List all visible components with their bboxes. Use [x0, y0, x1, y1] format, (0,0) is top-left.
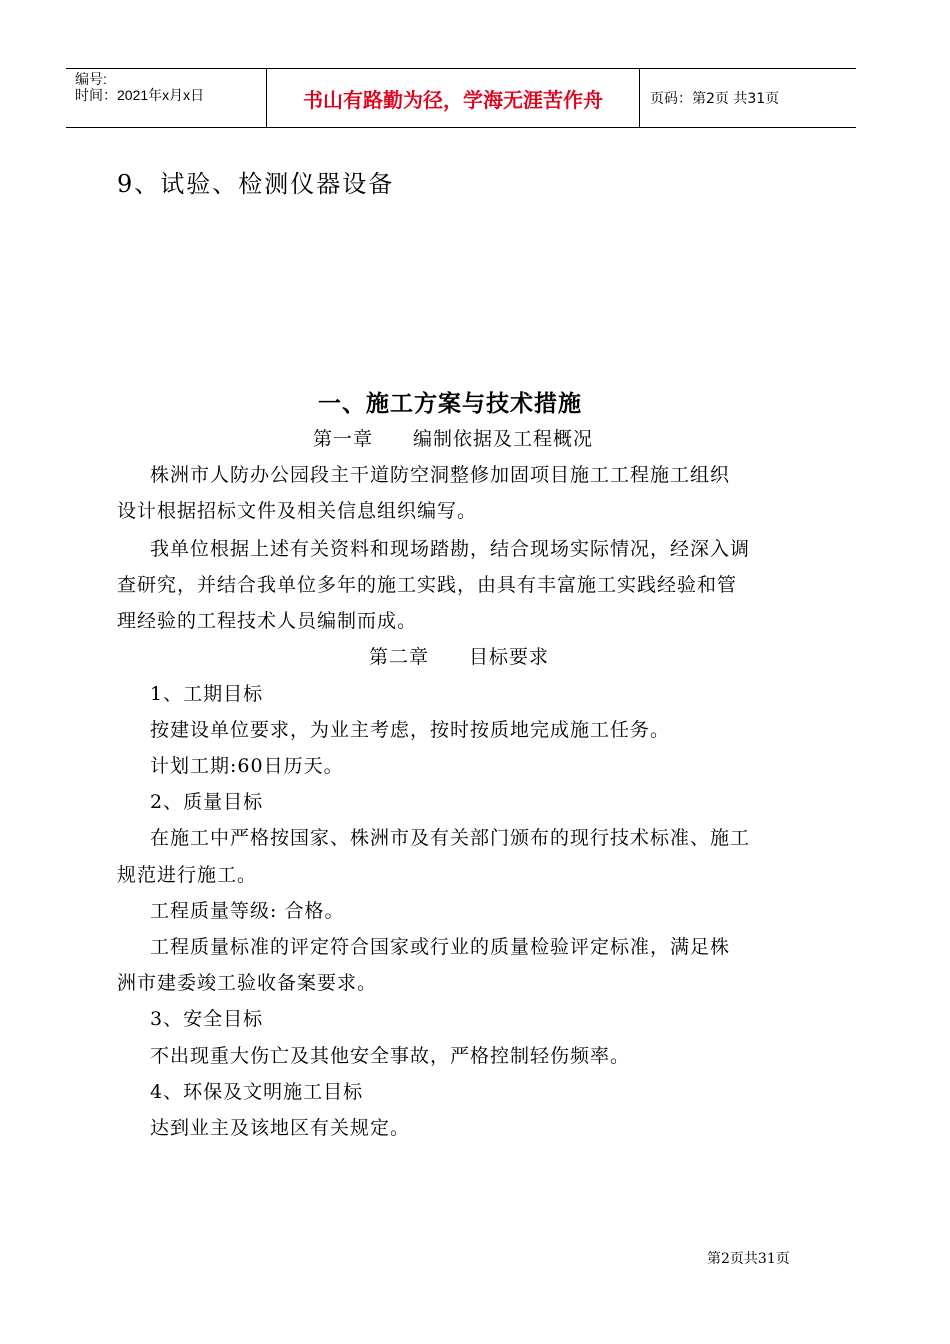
number-label: 编号: [75, 71, 107, 87]
footer-page-info: 第2页共31页 [707, 1251, 790, 1267]
header-meta [66, 69, 267, 127]
header-page-info: 页码：第2页 共31页 [650, 91, 780, 107]
time-label: 时间：2021年x月x日 [75, 87, 205, 103]
chapter1-para2-line1: 我单位根据上述有关资料和现场踏勘，结合现场实际情况，经深入调 [150, 538, 751, 560]
item1-title: 1、工期目标 [150, 683, 264, 705]
item4-title: 4、环保及文明施工目标 [150, 1081, 364, 1103]
item2-text2: 工程质量等级: 合格。 [150, 900, 345, 922]
item2-title: 2、质量目标 [150, 791, 264, 813]
chapter1-para1-line1: 株洲市人防办公园段主干道防空洞整修加固项目施工工程施工组织 [150, 464, 731, 486]
item2-text1-line2: 规范进行施工。 [117, 864, 258, 886]
item2-text3-line2: 洲市建委竣工验收备案要求。 [117, 972, 378, 994]
chapter1-para2-line2: 查研究，并结合我单位多年的施工实践，由具有丰富施工实践经验和管 [117, 574, 738, 596]
item1-text2: 计划工期:60日历天。 [150, 755, 344, 777]
chapter1-heading: 第一章 编制依据及工程概况 [313, 428, 594, 450]
chapter2-heading: 第二章 目标要求 [369, 646, 550, 668]
item1-text1: 按建设单位要求，为业主考虑，按时按质地完成施工任务。 [150, 719, 671, 741]
item2-text3-line1: 工程质量标准的评定符合国家或行业的质量检验评定标准，满足株 [150, 936, 731, 958]
chapter1-para2-line3: 理经验的工程技术人员编制而成。 [117, 610, 418, 632]
item4-text: 达到业主及该地区有关规定。 [150, 1117, 411, 1139]
page-header [66, 68, 856, 128]
header-motto: 书山有路勤为径，学海无涯苦作舟 [267, 69, 640, 127]
item3-text: 不出现重大伤亡及其他安全事故，严格控制轻伤频率。 [150, 1045, 631, 1067]
item2-text1-line1: 在施工中严格按国家、株洲市及有关部门颁布的现行技术标准、施工 [150, 827, 751, 849]
item3-title: 3、安全目标 [150, 1008, 264, 1030]
main-title: 一、施工方案与技术措施 [318, 391, 582, 417]
chapter1-para1-line2: 设计根据招标文件及相关信息组织编写。 [117, 500, 478, 522]
toc-item: 9、试验、检测仪器设备 [117, 170, 395, 198]
